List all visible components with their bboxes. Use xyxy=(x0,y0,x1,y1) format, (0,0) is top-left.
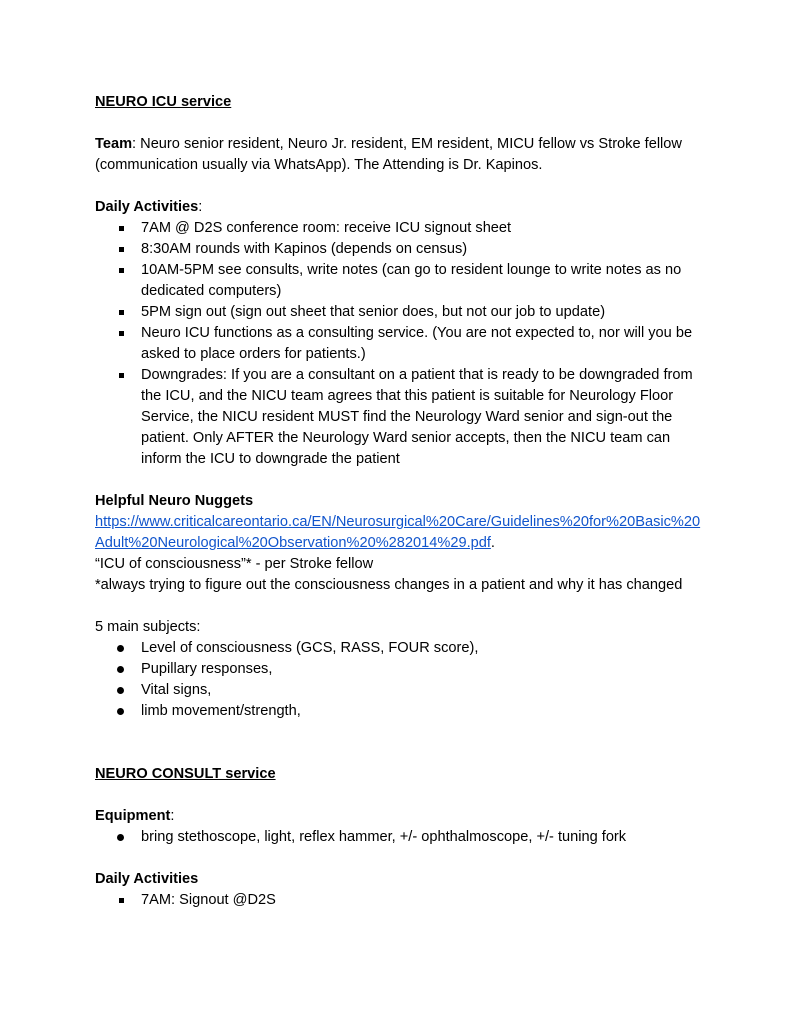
subjects-list xyxy=(95,638,705,722)
list-item: 8:30AM rounds with Kapinos (depends on census) xyxy=(95,239,705,260)
icu-consciousness-quote: “ICU of consciousness”* - per Stroke fellow xyxy=(95,556,374,572)
equipment-list xyxy=(95,827,705,848)
guidelines-link[interactable]: https://www.criticalcareontario.ca/EN/Neurosurgical%20Care/Guidelines%20for%20Basic%20Adult%20Neurological%20Observation%20%282014%29.pdf xyxy=(95,514,701,551)
nuggets-link-line xyxy=(95,512,705,554)
neuro-icu-heading: NEURO ICU service xyxy=(95,94,232,110)
icu-daily-activities-heading xyxy=(95,197,705,218)
team-paragraph xyxy=(95,134,705,176)
equipment-heading xyxy=(95,806,705,827)
equipment-colon: : xyxy=(170,808,175,824)
list-item: 5PM sign out (sign out sheet that senior does, but not our job to update) xyxy=(95,302,705,323)
equipment-label: Equipment xyxy=(95,808,171,824)
icu-daily-label: Daily Activities xyxy=(95,199,199,215)
list-item: Downgrades: If you are a consultant on a patient that is ready to be downgraded from the ICU, and the NICU team agrees that this patient is suitable for Neurology Floor Service, the NICU resident MUST find the Neurology Ward senior and sign-out the patient. Only AFTER the Neurology Ward senior accepts, then the NICU team can inform the ICU to downgrade the patient xyxy=(95,365,705,470)
subjects-label: 5 main subjects: xyxy=(95,619,201,635)
list-item: 7AM @ D2S conference room: receive ICU signout sheet xyxy=(95,218,705,239)
list-item: Vital signs, xyxy=(95,680,705,701)
consciousness-note: *always trying to figure out the consciousness changes in a patient and why it has changed xyxy=(95,577,683,593)
link-suffix: . xyxy=(490,535,495,551)
neuro-consult-heading: NEURO CONSULT service xyxy=(95,766,276,782)
list-item: Neuro ICU functions as a consulting service. (You are not expected to, nor will you be asked to place orders for patients.) xyxy=(95,323,705,365)
consult-daily-activities-heading: Daily Activities xyxy=(95,871,199,887)
document-page xyxy=(95,92,705,911)
nuggets-heading: Helpful Neuro Nuggets xyxy=(95,493,254,509)
consult-activities-list xyxy=(95,890,705,911)
list-item: limb movement/strength, xyxy=(95,701,705,722)
icu-daily-colon: : xyxy=(198,199,203,215)
list-item: bring stethoscope, light, reflex hammer, +/- ophthalmoscope, +/- tuning fork xyxy=(95,827,705,848)
list-item: 10AM-5PM see consults, write notes (can go to resident lounge to write notes as no dedicated computers) xyxy=(95,260,705,302)
team-label: Team xyxy=(95,136,133,152)
icu-activities-list xyxy=(95,218,705,470)
list-item: Level of consciousness (GCS, RASS, FOUR score), xyxy=(95,638,705,659)
list-item: 7AM: Signout @D2S xyxy=(95,890,705,911)
team-text: : Neuro senior resident, Neuro Jr. resident, EM resident, MICU fellow vs Stroke fellow (communication usually via WhatsApp). The Attending is Dr. Kapinos. xyxy=(95,136,682,173)
list-item: Pupillary responses, xyxy=(95,659,705,680)
